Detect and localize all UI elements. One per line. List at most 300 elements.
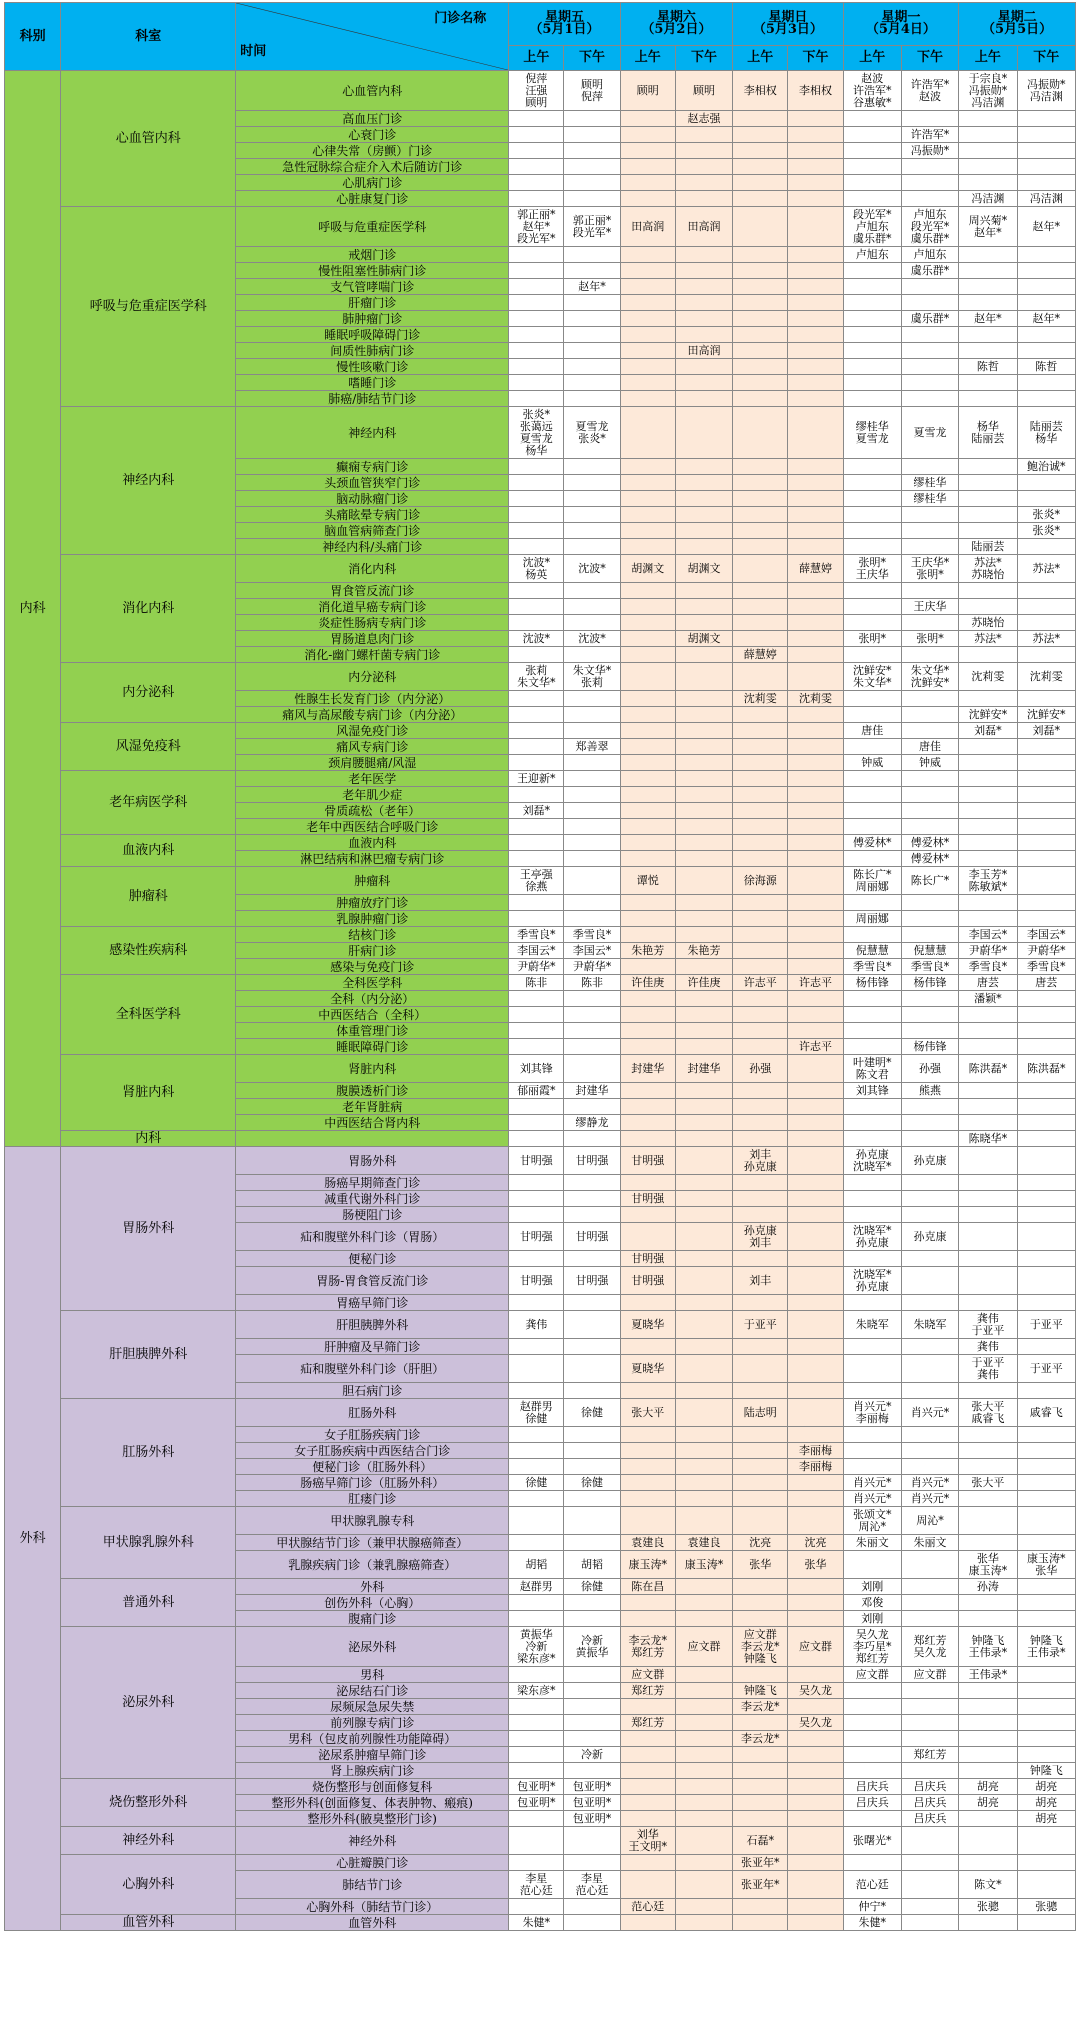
doctor-slot-cell — [620, 375, 675, 391]
clinic-name-cell: 甲状腺乳腺专科 — [236, 1507, 509, 1535]
doctor-slot-cell — [620, 1855, 675, 1871]
doctor-slot-cell: 卢旭东 段光军* 虞乐群* — [901, 207, 958, 247]
doctor-slot-cell — [733, 1295, 788, 1311]
doctor-slot-cell — [1017, 771, 1075, 787]
doctor-slot-cell — [959, 523, 1017, 539]
doctor-slot-cell — [1017, 755, 1075, 771]
doctor-slot-cell — [788, 771, 843, 787]
doctor-slot-cell — [901, 1023, 958, 1039]
doctor-slot-cell: 季雪良* — [564, 927, 620, 943]
doctor-slot-cell: 孙克康 沈晓军* — [843, 1147, 901, 1175]
doctor-slot-cell — [788, 159, 843, 175]
doctor-slot-cell: 赵年* — [564, 279, 620, 295]
doctor-slot-cell — [788, 491, 843, 507]
doctor-slot-cell: 龚伟 于亚平 — [959, 1311, 1017, 1339]
doctor-slot-cell — [675, 787, 732, 803]
doctor-slot-cell — [509, 1595, 564, 1611]
doctor-slot-cell — [901, 991, 958, 1007]
doctor-slot-cell — [788, 615, 843, 631]
clinic-name-cell: 性腺生长发育门诊（内分泌） — [236, 691, 509, 707]
doctor-slot-cell — [959, 803, 1017, 819]
doctor-slot-cell: 胡亮 — [959, 1779, 1017, 1795]
doctor-slot-cell — [843, 1207, 901, 1223]
doctor-slot-cell — [1017, 1683, 1075, 1699]
doctor-slot-cell — [733, 111, 788, 127]
doctor-slot-cell — [788, 583, 843, 599]
doctor-slot-cell: 冯洁渊 — [1017, 191, 1075, 207]
doctor-slot-cell — [564, 911, 620, 927]
doctor-slot-cell — [620, 1763, 675, 1779]
clinic-name-cell: 中西医结合肾内科 — [236, 1115, 509, 1131]
doctor-slot-cell — [620, 1427, 675, 1443]
doctor-slot-cell — [564, 375, 620, 391]
doctor-slot-cell — [788, 407, 843, 459]
doctor-slot-cell — [901, 111, 958, 127]
table-row — [5, 927, 1076, 943]
doctor-slot-cell: 刘其锋 — [843, 1083, 901, 1099]
doctor-slot-cell: 沈莉雯 — [733, 691, 788, 707]
doctor-slot-cell — [564, 1491, 620, 1507]
doctor-slot-cell — [1017, 1267, 1075, 1295]
doctor-slot-cell — [959, 1595, 1017, 1611]
doctor-slot-cell — [620, 1099, 675, 1115]
department-cell: 风湿免疫科 — [61, 723, 236, 771]
department-cell: 血液内科 — [61, 835, 236, 867]
doctor-slot-cell — [675, 1811, 732, 1827]
doctor-slot-cell — [733, 1355, 788, 1383]
doctor-slot-cell — [564, 111, 620, 127]
clinic-name-cell: 消化道早癌专病门诊 — [236, 599, 509, 615]
doctor-slot-cell — [901, 175, 958, 191]
doctor-slot-cell — [620, 111, 675, 127]
doctor-slot-cell — [509, 583, 564, 599]
doctor-slot-cell — [959, 1491, 1017, 1507]
doctor-slot-cell — [901, 327, 958, 343]
doctor-slot-cell — [901, 1191, 958, 1207]
doctor-slot-cell: 薛慧婷 — [733, 647, 788, 663]
doctor-slot-cell — [564, 771, 620, 787]
department-cell: 肿瘤科 — [61, 867, 236, 927]
department-cell: 甲状腺乳腺外科 — [61, 1507, 236, 1579]
doctor-slot-cell: 王伟录* — [959, 1667, 1017, 1683]
doctor-slot-cell — [843, 771, 901, 787]
doctor-slot-cell: 张大平 — [620, 1399, 675, 1427]
doctor-slot-cell: 仲宁* — [843, 1899, 901, 1915]
doctor-slot-cell — [788, 1147, 843, 1175]
doctor-slot-cell — [788, 279, 843, 295]
doctor-slot-cell — [959, 1223, 1017, 1251]
clinic-name-cell: 肾上腺疾病门诊 — [236, 1763, 509, 1779]
doctor-slot-cell — [843, 327, 901, 343]
doctor-slot-cell — [620, 295, 675, 311]
doctor-slot-cell — [1017, 1507, 1075, 1535]
clinic-name-cell: 肠癌早筛门诊（肛肠外科） — [236, 1475, 509, 1491]
doctor-slot-cell: 季雪良* — [509, 927, 564, 943]
clinic-name-cell: 泌尿系肿瘤早筛门诊 — [236, 1747, 509, 1763]
doctor-slot-cell — [509, 539, 564, 555]
clinic-name-cell: 颈肩腰腿痛/风湿 — [236, 755, 509, 771]
doctor-slot-cell — [788, 1295, 843, 1311]
doctor-slot-cell: 肖兴元* 李丽梅 — [843, 1399, 901, 1427]
doctor-slot-cell — [788, 1175, 843, 1191]
header-category: 科别 — [5, 3, 61, 71]
doctor-slot-cell: 张华 康玉涛* — [959, 1551, 1017, 1579]
doctor-slot-cell: 沈波* 杨英 — [509, 555, 564, 583]
doctor-slot-cell — [509, 1611, 564, 1627]
doctor-slot-cell: 李云龙* — [733, 1731, 788, 1747]
doctor-slot-cell — [788, 175, 843, 191]
doctor-slot-cell — [788, 111, 843, 127]
doctor-slot-cell: 沈波* — [509, 631, 564, 647]
clinic-name-cell: 结核门诊 — [236, 927, 509, 943]
doctor-slot-cell — [788, 1795, 843, 1811]
doctor-slot-cell — [620, 359, 675, 375]
doctor-slot-cell — [843, 111, 901, 127]
doctor-slot-cell: 李星 范心廷 — [564, 1871, 620, 1899]
header-am: 上午 — [733, 46, 788, 71]
doctor-slot-cell — [564, 175, 620, 191]
doctor-slot-cell — [564, 295, 620, 311]
doctor-slot-cell: 封建华 — [564, 1083, 620, 1099]
doctor-slot-cell — [509, 263, 564, 279]
doctor-slot-cell — [1017, 1083, 1075, 1099]
doctor-slot-cell — [901, 1899, 958, 1915]
doctor-slot-cell: 肖兴元* — [901, 1491, 958, 1507]
doctor-slot-cell: 沈莉雯 — [1017, 663, 1075, 691]
doctor-slot-cell — [733, 1443, 788, 1459]
doctor-slot-cell: 应文群 — [788, 1627, 843, 1667]
doctor-slot-cell — [959, 1207, 1017, 1223]
doctor-slot-cell — [564, 1535, 620, 1551]
doctor-slot-cell — [843, 739, 901, 755]
doctor-slot-cell — [1017, 1871, 1075, 1899]
table-row — [5, 1311, 1076, 1339]
doctor-slot-cell — [901, 1355, 958, 1383]
clinic-name-cell: 心肌病门诊 — [236, 175, 509, 191]
doctor-slot-cell — [901, 771, 958, 787]
doctor-slot-cell: 应文群 — [843, 1667, 901, 1683]
clinic-name-cell: 前列腺专病门诊 — [236, 1715, 509, 1731]
doctor-slot-cell — [620, 787, 675, 803]
doctor-slot-cell — [959, 491, 1017, 507]
doctor-slot-cell — [901, 1427, 958, 1443]
doctor-slot-cell — [509, 1039, 564, 1055]
doctor-slot-cell — [843, 507, 901, 523]
doctor-slot-cell — [509, 1099, 564, 1115]
doctor-slot-cell — [564, 723, 620, 739]
doctor-slot-cell: 袁建良 — [620, 1535, 675, 1551]
doctor-slot-cell — [509, 1427, 564, 1443]
doctor-slot-cell — [843, 615, 901, 631]
doctor-slot-cell — [509, 739, 564, 755]
doctor-slot-cell — [509, 1023, 564, 1039]
doctor-slot-cell — [959, 1175, 1017, 1191]
table-row — [5, 1147, 1076, 1175]
doctor-slot-cell — [788, 1731, 843, 1747]
clinic-name-cell: 胃肠-胃食管反流门诊 — [236, 1267, 509, 1295]
doctor-slot-cell — [675, 1131, 732, 1147]
doctor-slot-cell: 陈洪磊* — [959, 1055, 1017, 1083]
doctor-slot-cell: 郭正丽* 赵年* 段光军* — [509, 207, 564, 247]
doctor-slot-cell — [509, 1383, 564, 1399]
doctor-slot-cell — [675, 1699, 732, 1715]
doctor-slot-cell — [843, 343, 901, 359]
doctor-slot-cell: 甘明强 — [509, 1267, 564, 1295]
doctor-slot-cell: 尹蔚华* — [959, 943, 1017, 959]
doctor-slot-cell — [509, 127, 564, 143]
doctor-slot-cell — [564, 507, 620, 523]
doctor-slot-cell — [1017, 835, 1075, 851]
doctor-slot-cell — [959, 327, 1017, 343]
doctor-slot-cell — [843, 375, 901, 391]
doctor-slot-cell: 倪慧慧 — [843, 943, 901, 959]
header-day-2 — [620, 3, 733, 46]
doctor-slot-cell — [788, 459, 843, 475]
department-cell: 肛肠外科 — [61, 1399, 236, 1507]
doctor-slot-cell: 刘刚 — [843, 1611, 901, 1627]
doctor-slot-cell: 张明* — [843, 631, 901, 647]
day-date: （5月2日） — [641, 22, 712, 37]
doctor-slot-cell — [901, 391, 958, 407]
doctor-slot-cell — [509, 615, 564, 631]
doctor-slot-cell — [1017, 599, 1075, 615]
doctor-slot-cell — [675, 1459, 732, 1475]
doctor-slot-cell: 刘磊* — [509, 803, 564, 819]
doctor-slot-cell — [564, 1731, 620, 1747]
doctor-slot-cell — [509, 1715, 564, 1731]
doctor-slot-cell — [843, 1355, 901, 1383]
doctor-slot-cell: 缪静龙 — [564, 1115, 620, 1131]
table-row — [5, 835, 1076, 851]
department-cell: 全科医学科 — [61, 975, 236, 1055]
doctor-slot-cell: 许浩军* 赵波 — [901, 71, 958, 111]
doctor-slot-cell — [675, 279, 732, 295]
doctor-slot-cell: 刘刚 — [843, 1579, 901, 1595]
doctor-slot-cell — [1017, 1715, 1075, 1731]
doctor-slot-cell — [564, 1023, 620, 1039]
doctor-slot-cell — [788, 991, 843, 1007]
doctor-slot-cell — [788, 1339, 843, 1355]
doctor-slot-cell — [959, 143, 1017, 159]
doctor-slot-cell — [959, 1083, 1017, 1099]
doctor-slot-cell: 刘丰 — [733, 1267, 788, 1295]
doctor-slot-cell — [1017, 1191, 1075, 1207]
doctor-slot-cell — [1017, 739, 1075, 755]
doctor-slot-cell: 缪桂华 夏雪龙 — [843, 407, 901, 459]
doctor-slot-cell: 胡渊文 — [675, 555, 732, 583]
doctor-slot-cell — [620, 539, 675, 555]
doctor-slot-cell — [675, 1579, 732, 1595]
doctor-slot-cell — [564, 647, 620, 663]
doctor-slot-cell — [509, 851, 564, 867]
doctor-slot-cell — [620, 739, 675, 755]
doctor-slot-cell — [901, 583, 958, 599]
doctor-slot-cell: 康玉涛* — [620, 1551, 675, 1579]
doctor-slot-cell — [675, 707, 732, 723]
header-pm: 下午 — [675, 46, 732, 71]
doctor-slot-cell — [788, 1115, 843, 1131]
clinic-name-cell: 心衰门诊 — [236, 127, 509, 143]
doctor-slot-cell — [733, 247, 788, 263]
clinic-name-cell: 淋巴结病和淋巴瘤专病门诊 — [236, 851, 509, 867]
clinic-name-cell: 肺结节门诊 — [236, 1871, 509, 1899]
doctor-slot-cell: 季雪良* — [959, 959, 1017, 975]
doctor-slot-cell — [564, 1207, 620, 1223]
table-row — [5, 207, 1076, 247]
doctor-slot-cell — [675, 1251, 732, 1267]
doctor-slot-cell — [788, 911, 843, 927]
doctor-slot-cell — [788, 1595, 843, 1611]
doctor-slot-cell — [620, 1023, 675, 1039]
doctor-slot-cell — [675, 911, 732, 927]
doctor-slot-cell: 杨伟锋 — [843, 975, 901, 991]
doctor-slot-cell — [959, 1267, 1017, 1295]
clinic-name-cell: 胃癌早筛门诊 — [236, 1295, 509, 1311]
doctor-slot-cell — [733, 159, 788, 175]
doctor-slot-cell — [788, 1763, 843, 1779]
doctor-slot-cell — [620, 927, 675, 943]
doctor-slot-cell — [901, 1699, 958, 1715]
doctor-slot-cell — [509, 1507, 564, 1535]
doctor-slot-cell — [509, 1355, 564, 1383]
doctor-slot-cell — [675, 755, 732, 771]
clinic-schedule-table — [4, 2, 1076, 1931]
doctor-slot-cell — [1017, 1915, 1075, 1931]
doctor-slot-cell: 尹蔚华* — [1017, 943, 1075, 959]
doctor-slot-cell — [675, 459, 732, 475]
doctor-slot-cell — [788, 1699, 843, 1715]
doctor-slot-cell — [1017, 143, 1075, 159]
doctor-slot-cell — [509, 1339, 564, 1355]
doctor-slot-cell — [1017, 343, 1075, 359]
header-day-5 — [959, 3, 1076, 46]
table-row — [5, 663, 1076, 691]
doctor-slot-cell — [959, 295, 1017, 311]
clinic-name-cell: 烧伤整形与创面修复科 — [236, 1779, 509, 1795]
day-name: 星期六 — [656, 10, 696, 25]
doctor-slot-cell — [1017, 1579, 1075, 1595]
doctor-slot-cell — [620, 991, 675, 1007]
doctor-slot-cell: 应文群 — [620, 1667, 675, 1683]
clinic-name-cell: 血液内科 — [236, 835, 509, 851]
doctor-slot-cell: 包亚明* — [564, 1795, 620, 1811]
doctor-slot-cell — [788, 1747, 843, 1763]
doctor-slot-cell — [843, 1427, 901, 1443]
doctor-slot-cell — [788, 1611, 843, 1627]
doctor-slot-cell: 郁丽霞* — [509, 1083, 564, 1099]
doctor-slot-cell — [1017, 615, 1075, 631]
doctor-slot-cell — [509, 1459, 564, 1475]
doctor-slot-cell — [733, 523, 788, 539]
doctor-slot-cell — [1017, 803, 1075, 819]
doctor-slot-cell — [620, 835, 675, 851]
header-am: 上午 — [509, 46, 564, 71]
doctor-slot-cell: 吴久龙 — [788, 1715, 843, 1731]
doctor-slot-cell: 许志平 — [788, 975, 843, 991]
doctor-slot-cell — [620, 1595, 675, 1611]
doctor-slot-cell — [675, 1023, 732, 1039]
doctor-slot-cell: 包亚明* — [509, 1779, 564, 1795]
day-date: （5月5日） — [982, 22, 1053, 37]
doctor-slot-cell — [620, 1811, 675, 1827]
doctor-slot-cell: 缪桂华 — [901, 475, 958, 491]
doctor-slot-cell — [843, 1251, 901, 1267]
doctor-slot-cell: 杨伟锋 — [901, 1039, 958, 1055]
doctor-slot-cell — [733, 375, 788, 391]
doctor-slot-cell — [843, 599, 901, 615]
doctor-slot-cell — [509, 475, 564, 491]
doctor-slot-cell — [733, 1611, 788, 1627]
doctor-slot-cell — [620, 1459, 675, 1475]
doctor-slot-cell: 刘磊* — [959, 723, 1017, 739]
doctor-slot-cell: 赵群男 徐健 — [509, 1399, 564, 1427]
doctor-slot-cell — [959, 1023, 1017, 1039]
clinic-name-cell: 疝和腹壁外科门诊（肝胆） — [236, 1355, 509, 1383]
doctor-slot-cell — [959, 1191, 1017, 1207]
category-cell: 外科 — [5, 1147, 61, 1931]
doctor-slot-cell — [959, 787, 1017, 803]
doctor-slot-cell — [509, 175, 564, 191]
doctor-slot-cell — [620, 143, 675, 159]
table-row — [5, 1131, 1076, 1147]
doctor-slot-cell — [959, 1683, 1017, 1699]
clinic-name-cell: 心血管内科 — [236, 71, 509, 111]
doctor-slot-cell — [843, 1383, 901, 1399]
doctor-slot-cell: 胡韬 — [509, 1551, 564, 1579]
doctor-slot-cell — [675, 959, 732, 975]
header-pm: 下午 — [1017, 46, 1075, 71]
doctor-slot-cell — [733, 1099, 788, 1115]
doctor-slot-cell — [564, 263, 620, 279]
doctor-slot-cell: 陈在昌 — [620, 1579, 675, 1595]
doctor-slot-cell — [843, 295, 901, 311]
doctor-slot-cell — [620, 1779, 675, 1795]
doctor-slot-cell — [509, 1811, 564, 1827]
doctor-slot-cell: 李相权 — [788, 71, 843, 111]
doctor-slot-cell — [901, 1731, 958, 1747]
doctor-slot-cell: 龚伟 — [959, 1339, 1017, 1355]
doctor-slot-cell — [788, 1355, 843, 1383]
doctor-slot-cell — [1017, 1115, 1075, 1131]
doctor-slot-cell — [620, 327, 675, 343]
clinic-name-cell: 肛瘘门诊 — [236, 1491, 509, 1507]
doctor-slot-cell — [788, 599, 843, 615]
doctor-slot-cell: 胡亮 — [1017, 1779, 1075, 1795]
doctor-slot-cell — [843, 1551, 901, 1579]
doctor-slot-cell — [733, 739, 788, 755]
doctor-slot-cell — [509, 507, 564, 523]
clinic-name-cell: 老年中西医结合呼吸门诊 — [236, 819, 509, 835]
doctor-slot-cell — [675, 491, 732, 507]
doctor-slot-cell — [959, 1715, 1017, 1731]
clinic-name-cell: 头痛眩晕专病门诊 — [236, 507, 509, 523]
doctor-slot-cell: 李星 范心廷 — [509, 1871, 564, 1899]
doctor-slot-cell — [620, 523, 675, 539]
doctor-slot-cell: 包亚明* — [509, 1795, 564, 1811]
doctor-slot-cell: 杨华 陆丽芸 — [959, 407, 1017, 459]
doctor-slot-cell — [788, 1099, 843, 1115]
doctor-slot-cell — [733, 1207, 788, 1223]
doctor-slot-cell: 钟隆飞 王伟录* — [959, 1627, 1017, 1667]
doctor-slot-cell — [901, 927, 958, 943]
doctor-slot-cell — [509, 1855, 564, 1871]
doctor-slot-cell — [675, 1747, 732, 1763]
doctor-slot-cell — [788, 1871, 843, 1899]
doctor-slot-cell — [1017, 1827, 1075, 1855]
doctor-slot-cell — [733, 1795, 788, 1811]
doctor-slot-cell: 孙克康 — [901, 1147, 958, 1175]
doctor-slot-cell — [675, 375, 732, 391]
